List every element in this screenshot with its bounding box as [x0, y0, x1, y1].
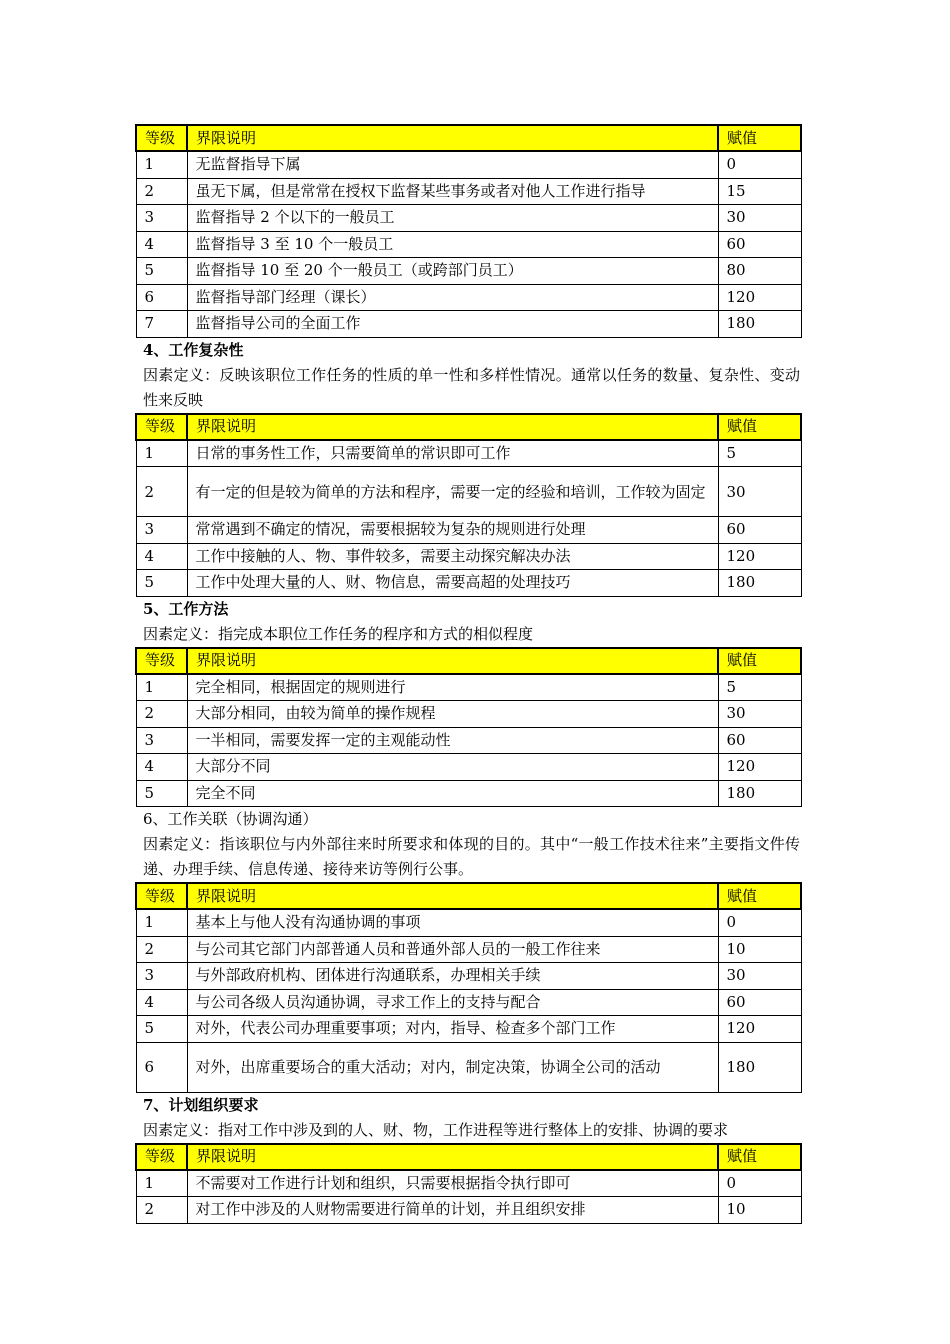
table-row [136, 440, 801, 467]
header-desc: 界限说明 [187, 648, 718, 674]
value-cell: 0 [718, 151, 801, 178]
section-definition-complexity: 因素定义：反映该职位工作任务的性质的单一性和多样性情况。通常以任务的数量、复杂性、变动性来反映 [143, 365, 800, 409]
desc-cell: 完全不同 [187, 780, 718, 807]
desc-cell: 大部分相同，由较为简单的操作规程 [187, 701, 718, 728]
value-cell: 30 [718, 467, 801, 517]
section-definition-coordination: 因素定义：指该职位与内外部往来时所要求和体现的目的。其中“一般工作技术往来”主要指文件传递、办理手续、信息传递、接待来访等例行公事。 [143, 835, 800, 878]
desc-cell: 监督指导公司的全面工作 [187, 311, 718, 338]
desc-cell: 与外部政府机构、团体进行沟通联系，办理相关手续 [187, 963, 718, 990]
desc-cell: 监督指导 3 至 10 个一般员工 [187, 231, 718, 258]
coordination-table [135, 882, 802, 1093]
desc-cell: 对外，代表公司办理重要事项；对内，指导、检查多个部门工作 [187, 1016, 718, 1043]
value-cell: 10 [718, 1197, 801, 1224]
desc-cell: 无监督指导下属 [187, 151, 718, 178]
header-value: 赋值 [718, 883, 801, 909]
table-row [136, 674, 801, 701]
value-cell: 60 [718, 989, 801, 1016]
supervision-table [135, 124, 802, 338]
table-row [136, 1170, 801, 1197]
method-table [135, 647, 802, 808]
desc-cell: 不需要对工作进行计划和组织，只需要根据指令执行即可 [187, 1170, 718, 1197]
desc-cell: 虽无下属，但是常常在授权下监督某些事务或者对他人工作进行指导 [187, 178, 718, 205]
value-cell: 60 [718, 727, 801, 754]
table-row [136, 258, 801, 285]
table-row [136, 1042, 801, 1092]
section-definition-method: 因素定义：指完成本职位工作任务的程序和方式的相似程度 [143, 624, 534, 643]
desc-cell: 完全相同，根据固定的规则进行 [187, 674, 718, 701]
table-row [136, 467, 801, 517]
section-heading-method: 5、工作方法 [143, 599, 229, 618]
level-cell: 5 [136, 258, 187, 285]
level-cell: 1 [136, 909, 187, 936]
document-page [135, 124, 800, 1224]
section-heading-complexity: 4、工作复杂性 [143, 340, 244, 359]
level-cell: 7 [136, 311, 187, 338]
value-cell: 0 [718, 1170, 801, 1197]
level-cell: 1 [136, 674, 187, 701]
table-header-row [136, 1144, 801, 1170]
value-cell: 30 [718, 963, 801, 990]
level-cell: 3 [136, 963, 187, 990]
level-cell: 4 [136, 754, 187, 781]
desc-cell: 对外，出席重要场合的重大活动；对内，制定决策，协调全公司的活动 [187, 1042, 718, 1092]
level-cell: 3 [136, 205, 187, 232]
level-cell: 3 [136, 727, 187, 754]
table-header-row [136, 125, 801, 151]
table-row [136, 543, 801, 570]
value-cell: 60 [718, 231, 801, 258]
table-row [136, 311, 801, 338]
level-cell: 5 [136, 780, 187, 807]
desc-cell: 监督指导部门经理（课长） [187, 284, 718, 311]
level-cell: 4 [136, 989, 187, 1016]
value-cell: 10 [718, 936, 801, 963]
desc-cell: 工作中接触的人、物、事件较多，需要主动探究解决办法 [187, 543, 718, 570]
header-level: 等级 [136, 125, 187, 151]
value-cell: 15 [718, 178, 801, 205]
table-row [136, 231, 801, 258]
level-cell: 1 [136, 1170, 187, 1197]
value-cell: 120 [718, 1016, 801, 1043]
table-row [136, 780, 801, 807]
desc-cell: 一半相同，需要发挥一定的主观能动性 [187, 727, 718, 754]
header-level: 等级 [136, 1144, 187, 1170]
desc-cell: 常常遇到不确定的情况，需要根据较为复杂的规则进行处理 [187, 517, 718, 544]
table-row [136, 517, 801, 544]
level-cell: 6 [136, 1042, 187, 1092]
table-header-row [136, 414, 801, 440]
table-row [136, 727, 801, 754]
desc-cell: 有一定的但是较为简单的方法和程序，需要一定的经验和培训，工作较为固定 [187, 467, 718, 517]
value-cell: 120 [718, 284, 801, 311]
value-cell: 60 [718, 517, 801, 544]
value-cell: 0 [718, 909, 801, 936]
header-desc: 界限说明 [187, 414, 718, 440]
level-cell: 1 [136, 151, 187, 178]
header-value: 赋值 [718, 648, 801, 674]
section-heading-coordination: 6、工作关联（协调沟通） [143, 810, 318, 828]
header-desc: 界限说明 [187, 1144, 718, 1170]
level-cell: 2 [136, 701, 187, 728]
header-level: 等级 [136, 648, 187, 674]
header-level: 等级 [136, 414, 187, 440]
table-row [136, 963, 801, 990]
value-cell: 30 [718, 701, 801, 728]
desc-cell: 监督指导 10 至 20 个一般员工（或跨部门员工） [187, 258, 718, 285]
level-cell: 2 [136, 1197, 187, 1224]
level-cell: 6 [136, 284, 187, 311]
table-row [136, 570, 801, 597]
desc-cell: 与公司各级人员沟通协调，寻求工作上的支持与配合 [187, 989, 718, 1016]
desc-cell: 监督指导 2 个以下的一般员工 [187, 205, 718, 232]
header-value: 赋值 [718, 125, 801, 151]
header-level: 等级 [136, 883, 187, 909]
table-row [136, 701, 801, 728]
value-cell: 180 [718, 1042, 801, 1092]
complexity-table [135, 413, 802, 597]
table-header-row [136, 648, 801, 674]
table-row [136, 1016, 801, 1043]
header-value: 赋值 [718, 414, 801, 440]
level-cell: 2 [136, 936, 187, 963]
level-cell: 2 [136, 178, 187, 205]
value-cell: 120 [718, 754, 801, 781]
table-row [136, 1197, 801, 1224]
value-cell: 30 [718, 205, 801, 232]
table-row [136, 936, 801, 963]
table-row [136, 151, 801, 178]
table-row [136, 754, 801, 781]
section-heading-planning: 7、计划组织要求 [143, 1095, 259, 1114]
desc-cell: 大部分不同 [187, 754, 718, 781]
value-cell: 120 [718, 543, 801, 570]
level-cell: 5 [136, 570, 187, 597]
desc-cell: 日常的事务性工作，只需要简单的常识即可工作 [187, 440, 718, 467]
header-desc: 界限说明 [187, 883, 718, 909]
desc-cell: 对工作中涉及的人财物需要进行简单的计划，并且组织安排 [187, 1197, 718, 1224]
desc-cell: 基本上与他人没有沟通协调的事项 [187, 909, 718, 936]
header-value: 赋值 [718, 1144, 801, 1170]
table-row [136, 284, 801, 311]
value-cell: 5 [718, 674, 801, 701]
value-cell: 80 [718, 258, 801, 285]
level-cell: 4 [136, 231, 187, 258]
level-cell: 4 [136, 543, 187, 570]
table-row [136, 178, 801, 205]
level-cell: 5 [136, 1016, 187, 1043]
table-row [136, 205, 801, 232]
planning-table [135, 1143, 802, 1224]
value-cell: 180 [718, 780, 801, 807]
value-cell: 180 [718, 311, 801, 338]
level-cell: 3 [136, 517, 187, 544]
level-cell: 1 [136, 440, 187, 467]
value-cell: 180 [718, 570, 801, 597]
desc-cell: 与公司其它部门内部普通人员和普通外部人员的一般工作往来 [187, 936, 718, 963]
section-definition-planning: 因素定义：指对工作中涉及到的人、财、物，工作进程等进行整体上的安排、协调的要求 [143, 1120, 729, 1139]
header-desc: 界限说明 [187, 125, 718, 151]
value-cell: 5 [718, 440, 801, 467]
level-cell: 2 [136, 467, 187, 517]
table-row [136, 909, 801, 936]
table-row [136, 989, 801, 1016]
table-header-row [136, 883, 801, 909]
desc-cell: 工作中处理大量的人、财、物信息，需要高超的处理技巧 [187, 570, 718, 597]
